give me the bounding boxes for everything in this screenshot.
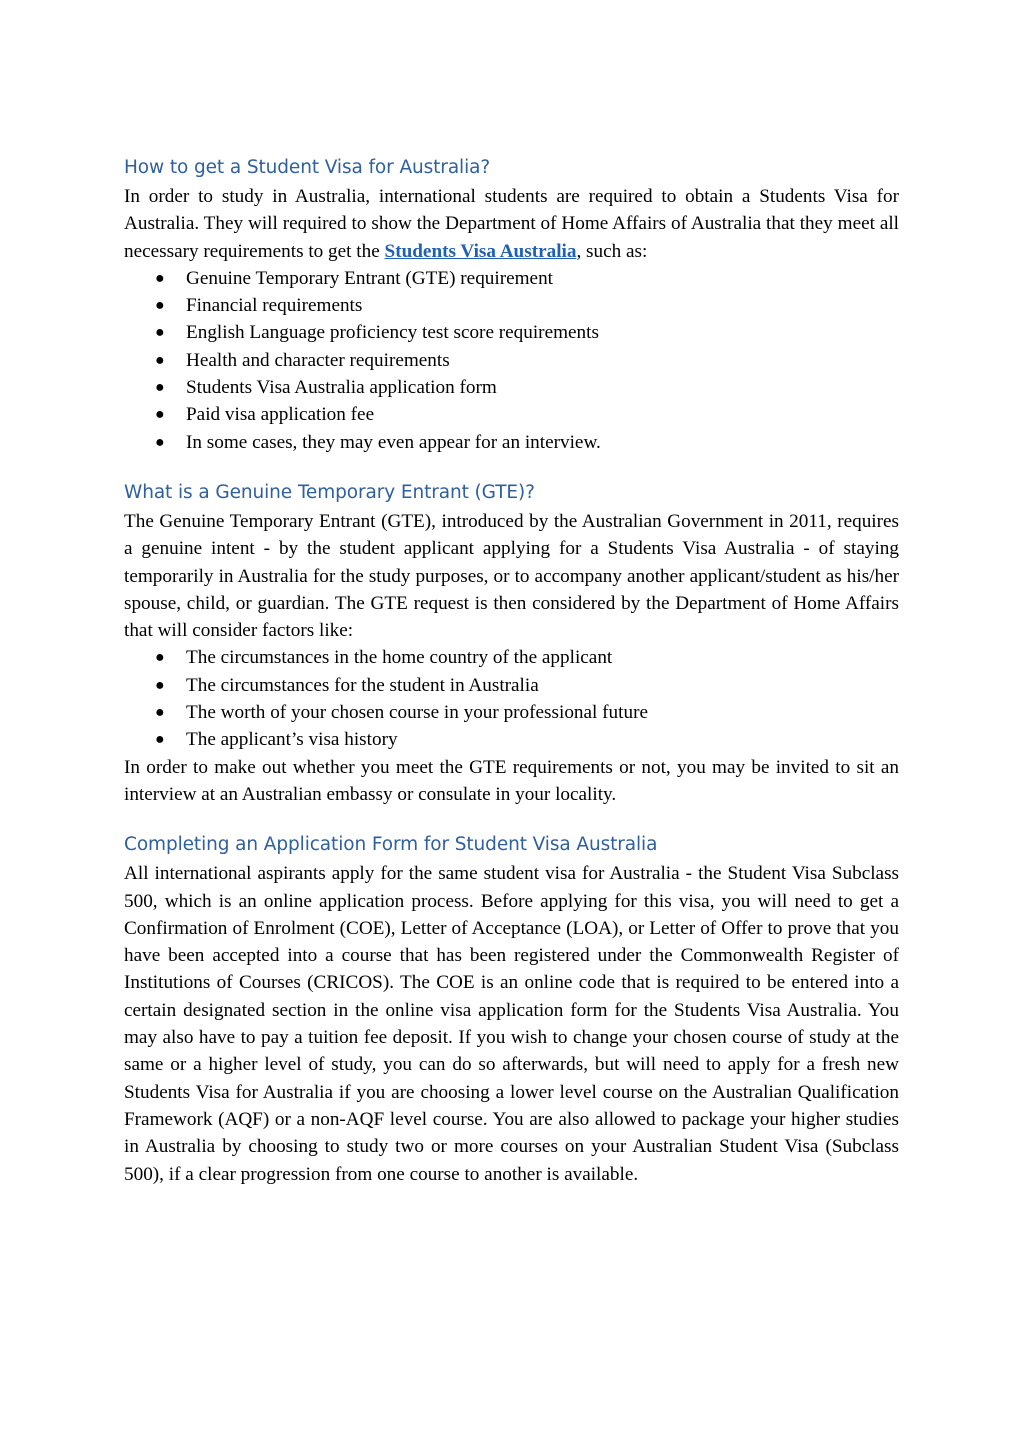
gte-factors-list: [124, 644, 899, 753]
bullet-icon: ●: [155, 406, 165, 424]
list-item-text: The worth of your chosen course in your professional future: [186, 702, 648, 724]
section-gte: [124, 478, 899, 808]
bullet-icon: ●: [155, 379, 165, 397]
bullet-icon: ●: [155, 676, 165, 694]
section-body: All international aspirants apply for the same student visa for Australia - the Student Visa Subclass 500, which is an online application process. Before applying for this visa, you will need to get a Confirmation of Enrolment (COE), Letter of Acceptance (LOA), or Letter of Offer to prove that you have been accepted into a course that has been registered under the Commonwealth Register of Institutions of Courses (CRICOS). The COE is an online code that is required to be entered into a certain designated section in the online visa application form for the Students Visa Australia. You may also have to pay a tuition fee deposit. If you wish to change your chosen course of study at the same or a higher level of study, you can do so afterwards, but will need to apply for a fresh new Students Visa for Australia if you are choosing a lower level course on the Australian Qualification Framework (AQF) or a non-AQF level course. You are also allowed to package your higher studies in Australia by choosing to study two or more courses on your Australian Student Visa (Subclass 500), if a clear progression from one course to another is available.: [124, 863, 899, 1185]
intro-text: In order to study in Australia, international students are required to obtain a Students Visa for Australia. They will required to show the Department of Home Affairs of Australia that they meet all necessary requirements to get the: [124, 186, 899, 262]
bullet-icon: ●: [155, 351, 165, 369]
list-item-text: The circumstances for the student in Australia: [186, 674, 539, 696]
list-item-text: Genuine Temporary Entrant (GTE) requirement: [186, 267, 553, 289]
list-item-text: In some cases, they may even appear for an interview.: [186, 431, 601, 453]
bullet-icon: ●: [155, 324, 165, 342]
bullet-icon: ●: [155, 433, 165, 451]
list-item: [124, 726, 899, 753]
bullet-icon: ●: [155, 704, 165, 722]
list-item-text: Paid visa application fee: [186, 404, 375, 426]
students-visa-australia-link[interactable]: Students Visa Australia: [384, 240, 577, 262]
bullet-icon: ●: [155, 297, 165, 315]
list-item: [124, 347, 899, 374]
list-item-text: Financial requirements: [186, 295, 363, 317]
requirements-list: [124, 265, 899, 456]
list-item: [124, 644, 899, 671]
section-application-form: [124, 830, 899, 1188]
list-item: [124, 374, 899, 401]
section-heading: What is a Genuine Temporary Entrant (GTE)?: [124, 481, 535, 503]
list-item-text: Health and character requirements: [186, 349, 450, 371]
section-intro: [124, 183, 899, 265]
list-item: [124, 699, 899, 726]
bullet-icon: ●: [155, 731, 165, 749]
section-student-visa: [124, 153, 899, 456]
intro-text-tail: , such as:: [576, 240, 648, 262]
bullet-icon: ●: [155, 649, 165, 667]
list-item: [124, 401, 899, 428]
section-outro: In order to make out whether you meet the GTE requirements or not, you may be invited to sit an interview at an Australian embassy or consulate in your locality.: [124, 756, 899, 805]
list-item: [124, 429, 899, 456]
list-item-text: English Language proficiency test score requirements: [186, 322, 599, 344]
list-item: [124, 672, 899, 699]
section-heading: How to get a Student Visa for Australia?: [124, 157, 491, 178]
list-item-text: The circumstances in the home country of the applicant: [186, 647, 613, 669]
list-item-text: Students Visa Australia application form: [186, 377, 497, 399]
section-heading: Completing an Application Form for Student Visa Australia: [124, 834, 658, 856]
list-item: [124, 265, 899, 292]
list-item: [124, 319, 899, 346]
section-intro: The Genuine Temporary Entrant (GTE), introduced by the Australian Government in 2011, requires a genuine intent - by the student applicant applying for a Students Visa Australia - of staying temporarily in Australia for the study purposes, or to accompany another applicant/student as his/her spouse, child, or guardian. The GTE request is then considered by the Department of Home Affairs that will consider factors like:: [124, 510, 899, 642]
list-item-text: The applicant’s visa history: [186, 729, 398, 751]
bullet-icon: ●: [155, 269, 165, 287]
document-page: [124, 153, 899, 1188]
list-item: [124, 292, 899, 319]
